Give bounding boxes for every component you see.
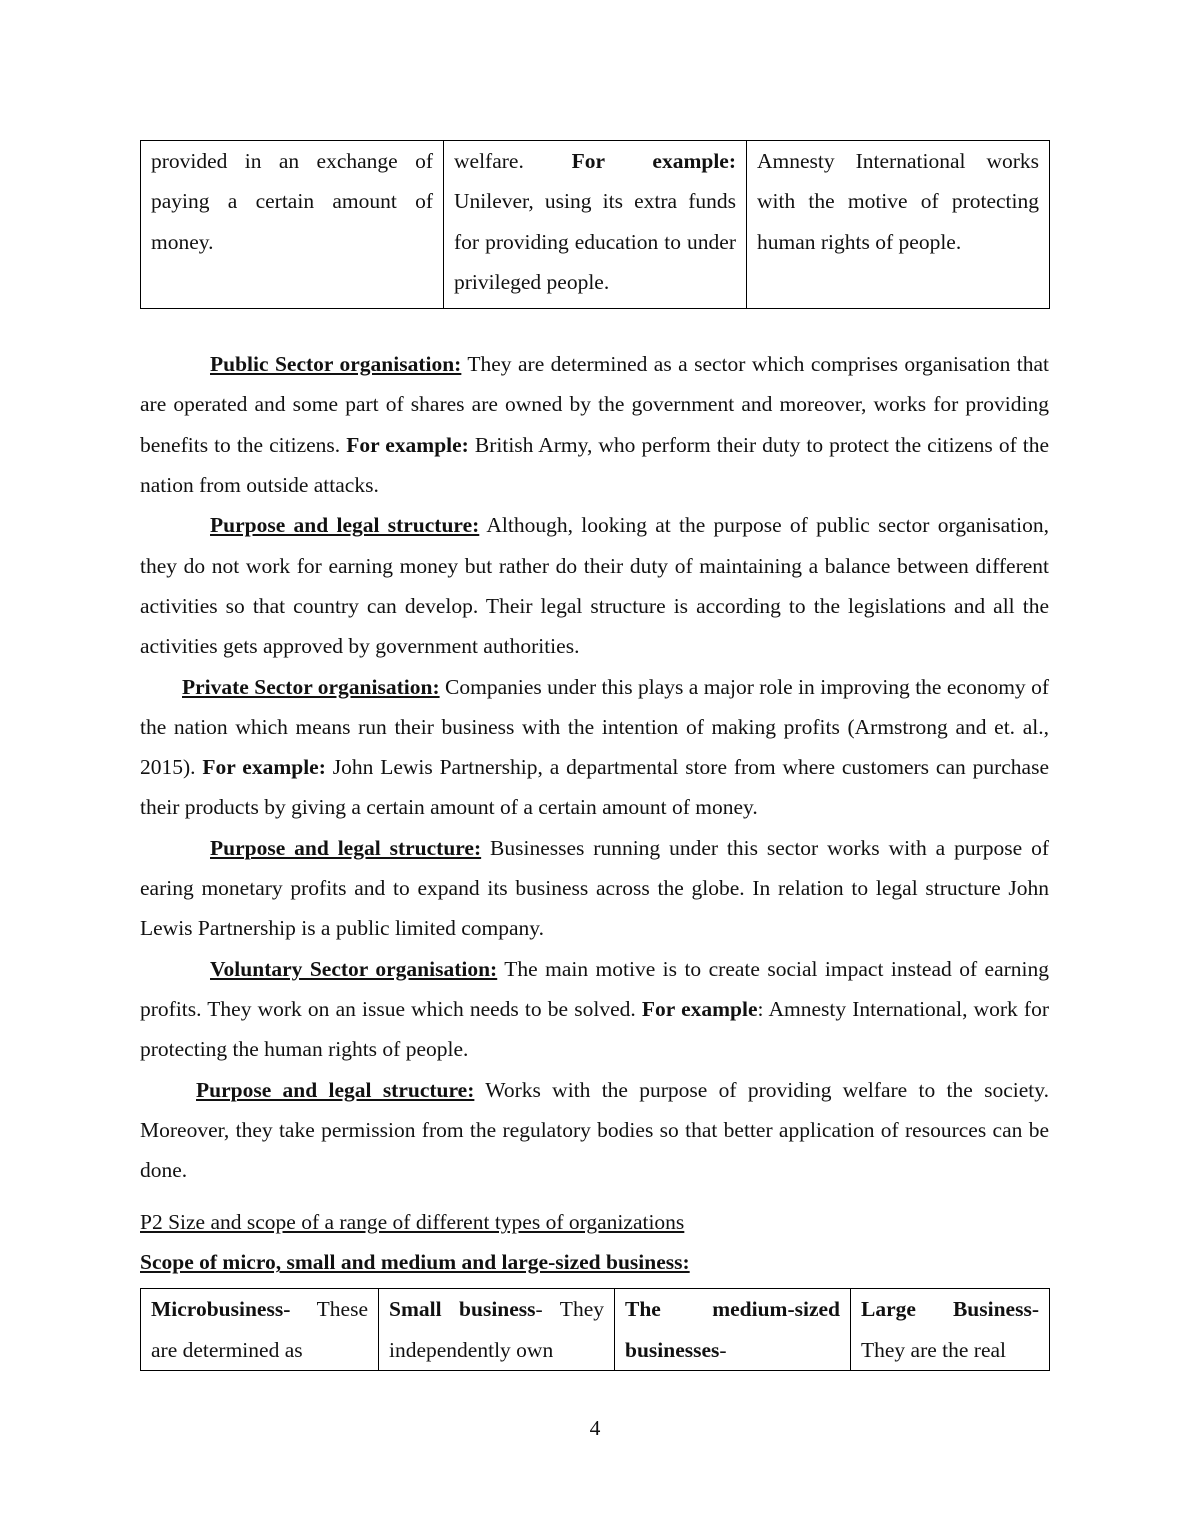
- example-label: For example:: [571, 149, 737, 173]
- cell-text: welfare.: [454, 149, 572, 173]
- cell-text: -: [719, 1337, 727, 1362]
- purpose-heading: Purpose and legal structure:: [210, 513, 480, 538]
- table-cell-small: [379, 1289, 615, 1371]
- table-row: [141, 1289, 1050, 1371]
- paragraph-text: The main motive is to create social impact instead of earning profits. They work on an issue which needs to be solved.: [140, 956, 1050, 1021]
- business-size-table: [140, 1288, 1050, 1371]
- table-cell-large: [851, 1289, 1050, 1371]
- voluntary-purpose-paragraph: [140, 1070, 1049, 1191]
- table-cell-medium: [615, 1289, 851, 1371]
- table-cell-public: [444, 141, 747, 309]
- cell-text: - They independently own: [389, 1297, 604, 1362]
- section-subheading: Scope of micro, small and medium and large-sized business:: [140, 1250, 690, 1275]
- cell-heading: The medium-sized businesses: [625, 1297, 840, 1362]
- private-purpose-paragraph: [140, 828, 1049, 949]
- cell-text: Amnesty International works with the motive of protecting human rights of people.: [757, 149, 1039, 254]
- voluntary-sector-heading: Voluntary Sector organisation:: [210, 956, 498, 981]
- purpose-heading: Purpose and legal structure:: [210, 835, 482, 860]
- cell-heading: Microbusiness-: [151, 1297, 291, 1322]
- private-sector-heading: Private Sector organisation:: [182, 674, 440, 699]
- private-sector-paragraph: [140, 667, 1049, 828]
- paragraph-text: Businesses running under this sector works with a purpose of earing monetary profits and to expand its business across the globe. In relation to legal structure John Lewis Partnership is a public limited company.: [140, 835, 1049, 941]
- cell-text: provided in an exchange of paying a certain amount of money.: [151, 149, 433, 254]
- table-cell-micro: [141, 1289, 379, 1371]
- paragraph-text: British Army, who perform their duty to protect the citizens of the nation from outside attacks.: [140, 432, 1050, 498]
- paragraph-text: Companies under this plays a major role in improving the economy of the nation which means run their business with the intention of making profits (Armstrong and et. al., 2015).: [140, 674, 1049, 780]
- cell-text: They are the real: [861, 1337, 1007, 1362]
- voluntary-sector-paragraph: [140, 949, 1049, 1070]
- purpose-heading: Purpose and legal structure:: [196, 1077, 475, 1102]
- paragraph-text: Although, looking at the purpose of public sector organisation, they do not work for earning money but rather do their duty of maintaining a balance between different activities so that country can develop. Their legal structure is according to the legislations and all the activities gets approved by government authorities.: [140, 513, 1049, 659]
- table-cell-voluntary: [747, 141, 1050, 309]
- paragraph-text: They are determined as a sector which comprises organisation that are operated and some part of shares are owned by the government and moreover, works for providing benefits to the citizens.: [140, 352, 1049, 457]
- public-sector-paragraph: [140, 344, 1049, 505]
- cell-text: These are determined as: [151, 1297, 368, 1362]
- page-number: 4: [589, 1416, 601, 1440]
- public-sector-heading: Public Sector organisation:: [210, 352, 462, 377]
- paragraph-text: : Amnesty International, work for protecting the human rights of people.: [140, 996, 1049, 1062]
- example-label: For example:: [202, 755, 326, 780]
- cell-heading: Small business: [389, 1297, 536, 1322]
- example-label: For example:: [346, 432, 469, 457]
- table-row: [141, 141, 1050, 309]
- example-label: For example: [641, 996, 758, 1021]
- cell-text: Unilever, using its extra funds for providing education to under privileged people.: [454, 189, 736, 294]
- paragraph-text: John Lewis Partnership, a departmental store from where customers can purchase their products by giving a certain amount of a certain amount of money.: [140, 755, 1049, 820]
- organisation-types-table-continued: [140, 140, 1050, 309]
- section-heading: P2 Size and scope of a range of different types of organizations: [140, 1210, 685, 1235]
- paragraph-text: Works with the purpose of providing welfare to the society. Moreover, they take permission from the regulatory bodies so that better application of resources can be done.: [140, 1077, 1049, 1183]
- document-page: [140, 140, 1049, 1371]
- cell-heading: Large Business-: [861, 1297, 1039, 1322]
- public-purpose-paragraph: [140, 505, 1049, 666]
- table-cell-private: [141, 141, 444, 309]
